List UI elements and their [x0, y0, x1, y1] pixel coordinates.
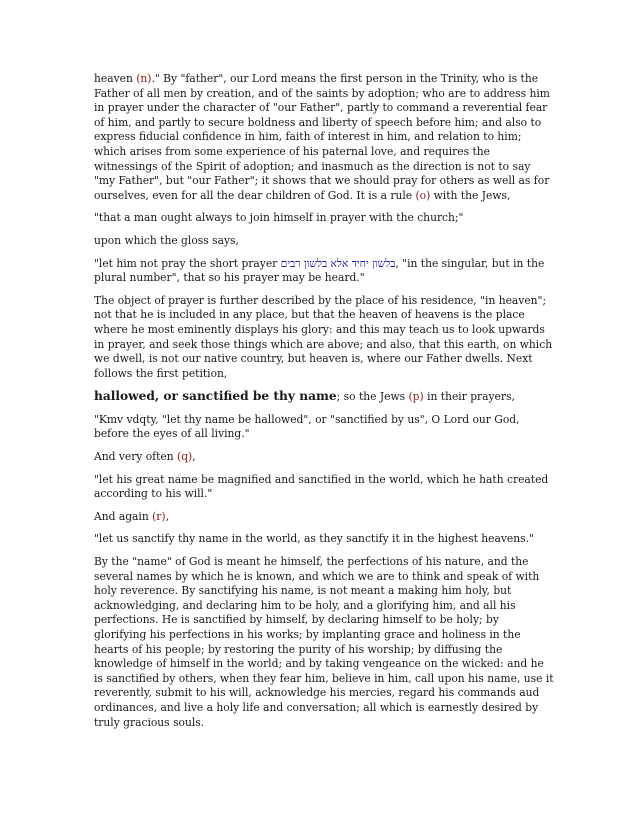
text: in their prayers, [423, 390, 515, 404]
quote-hallowed: "Kmv vdqty, "let thy name be hallowed", or "sanctified by us", O Lord our God, before the eyes of all living." [94, 412, 520, 441]
hebrew-phrase: בלשון יחיד אלא בלשון רבים [280, 256, 396, 270]
text: "let him not pray the short prayer [94, 256, 281, 270]
paragraph-name-of-god: By the "name" of God is meant he himself, the perfections of his nature, and the several names by which he is known, and which we are to think and speak of with holy reverence. By sanctifying his name, is not meant a making him holy, but acknowledging, and declaring him to be holy, and a glorifying him, and all his perfections. He is sanctified by himself, by declaring himself to be holy; by glorifying his perfections in his works; by implanting grace and holiness in the hearts of his people; by restoring the purity of his worship; by diffusing the knowledge of himself in the world; and by taking vengeance on the wicked: and he is sanctified by others, when they fear him, believe in him, call upon his name, use it reverently, submit to his will, acknowledge his mercies, regard his commands aud ordinances, and live a holy life and conversation; all which is earnestly desired by truly gracious souls. [94, 555, 554, 729]
footnote-ref-o[interactable]: (o) [415, 188, 431, 202]
paragraph-gloss-intro: upon which the gloss says, [94, 233, 239, 247]
quote-sanctify-name: "let us sanctify thy name in the world, as they sanctify it in the highest heavens." [94, 532, 534, 546]
text: heaven [94, 72, 137, 85]
footnote-ref-q[interactable]: (q) [177, 450, 193, 464]
text: , "in the singular, but in the plural number", that so his prayer may be heard." [94, 256, 545, 285]
quote-join-church: "that a man ought always to join himself in prayer with the church;" [94, 211, 464, 225]
paragraph-first-petition [94, 389, 554, 405]
quote-short-prayer [94, 257, 554, 286]
footnote-ref-r[interactable]: (r) [152, 509, 166, 523]
petition-heading: hallowed, or sanctified be thy name [94, 389, 337, 404]
footnote-ref-n[interactable]: (n) [136, 72, 152, 85]
paragraph-father-explanation [94, 72, 554, 203]
paragraph-object-of-prayer: The object of prayer is further described by the place of his residence, "in heaven"; not that he is included in any place, but that the heaven of heavens is the place where he most eminently displays his glory: and this may teach us to look upwards in prayer, and seek those things which are above; and also, that this earth, on which we dwell, is not our native country, but heaven is, where our Father dwells. Next follows the first petition, [94, 293, 553, 380]
text: ; so the Jews [336, 390, 409, 404]
text: , [165, 509, 169, 523]
quote-great-name: "let his great name be magnified and sanctified in the world, which he hath created according to his will." [94, 472, 549, 501]
document-page [94, 72, 554, 738]
text: ." By "father", our Lord means the first person in the Trinity, who is the Father of all men by creation, and of the saints by adoption; who are to address him in prayer under the character of "our Father", partly to command a reverential fear of him, and partly to secure boldness and liberty of speech before him; and also to express fiducial confidence in him, faith of interest in him, and relation to him; which arises from some experience of his paternal love, and requires the witnessings of the Spirit of adoption; and inasmuch as the direction is not to say "my Father", but "our Father"; it shows that we should pray for others as well as for ourselves, even for all the dear children of God. It is a rule [94, 72, 550, 202]
paragraph-very-often [94, 450, 554, 465]
text: And again [94, 509, 153, 523]
text: with the Jews, [430, 188, 511, 202]
footnote-ref-p[interactable]: (p) [408, 390, 424, 404]
text: And very often [94, 450, 178, 464]
paragraph-and-again [94, 510, 554, 525]
text: , [192, 450, 196, 464]
